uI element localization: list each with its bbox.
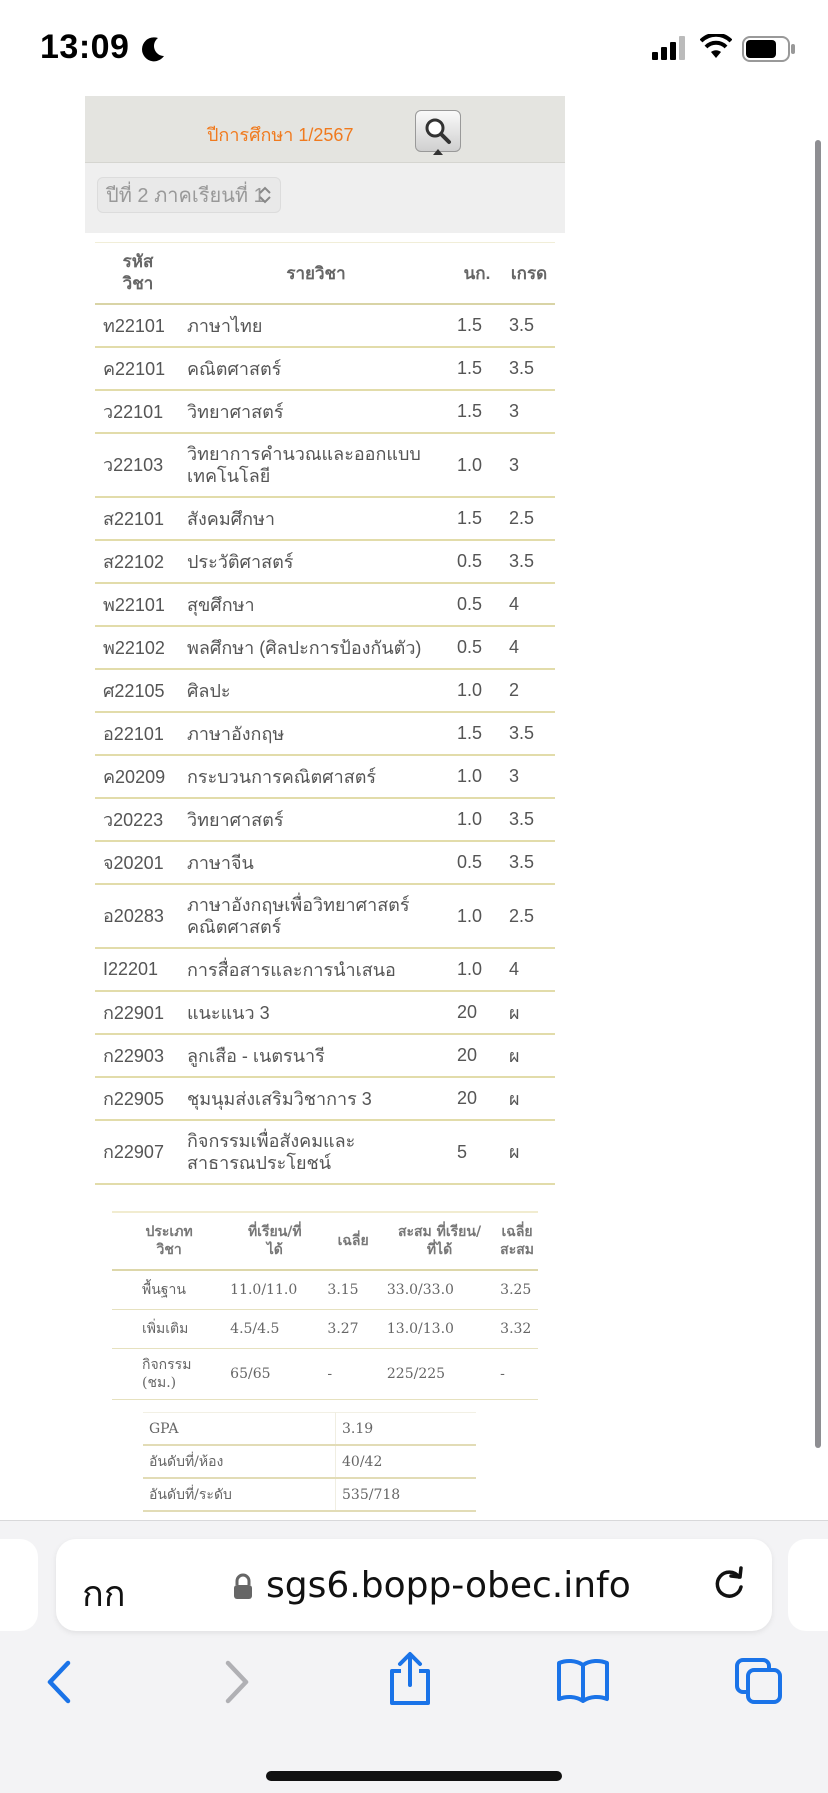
grade-row <box>95 626 555 669</box>
grade-row <box>95 1034 555 1077</box>
credits: 20 <box>451 1077 503 1120</box>
subject-code: ส22102 <box>95 540 181 583</box>
subject-name: วิทยาศาสตร์ <box>181 798 451 841</box>
status-time: 13:09 <box>40 28 130 66</box>
grade-row <box>95 540 555 583</box>
grades-header-row <box>95 243 555 305</box>
summary-cell: 33.0/33.0 <box>383 1270 496 1310</box>
grade: 3.5 <box>503 304 555 347</box>
credits: 0.5 <box>451 841 503 884</box>
summary-cell: 65/65 <box>226 1349 323 1400</box>
summary-table <box>112 1211 538 1400</box>
grades-table <box>95 242 555 1185</box>
credits: 1.5 <box>451 347 503 390</box>
col-taken: ที่เรียน/ที่ ได้ <box>226 1212 323 1270</box>
gpa-row <box>143 1478 476 1511</box>
grade: 3.5 <box>503 347 555 390</box>
grade: ผ <box>503 1034 555 1077</box>
subject-name: ภาษาจีน <box>181 841 451 884</box>
gpa-row <box>143 1445 476 1478</box>
grade-row <box>95 669 555 712</box>
grade: 3.5 <box>503 712 555 755</box>
grade: 3.5 <box>503 841 555 884</box>
term-select[interactable] <box>97 177 281 213</box>
summary-row <box>112 1349 538 1400</box>
grade: 2 <box>503 669 555 712</box>
subject-name: ลูกเสือ - เนตรนารี <box>181 1034 451 1077</box>
summary-cell: 13.0/13.0 <box>383 1310 496 1349</box>
summary-header-row <box>112 1212 538 1270</box>
grade-row <box>95 347 555 390</box>
back-icon[interactable] <box>40 1657 80 1707</box>
gpa-value: 535/718 <box>336 1478 477 1511</box>
summary-cell: 3.32 <box>496 1310 538 1349</box>
grade: 3 <box>503 755 555 798</box>
subject-name: ภาษาอังกฤษเพื่อวิทยาศาสตร์คณิตศาสตร์ <box>181 884 451 948</box>
credits: 1.5 <box>451 304 503 347</box>
url-text[interactable]: sgs6.bopp-obec.info <box>266 1565 631 1606</box>
summary-cell: - <box>323 1349 382 1400</box>
summary-row <box>112 1270 538 1310</box>
term-select-value: ปีที่ 2 ภาคเรียนที่ 1 <box>106 185 265 207</box>
home-indicator <box>266 1771 562 1781</box>
col-average: เฉลี่ย <box>323 1212 382 1270</box>
grade-row <box>95 390 555 433</box>
page-settings-button[interactable]: กก <box>82 1574 126 1615</box>
credits: 5 <box>451 1120 503 1184</box>
credits: 1.5 <box>451 497 503 540</box>
grade: 2.5 <box>503 497 555 540</box>
summary-cell: 4.5/4.5 <box>226 1310 323 1349</box>
tabs-icon[interactable] <box>734 1657 784 1705</box>
grade: 4 <box>503 583 555 626</box>
grade-row <box>95 497 555 540</box>
grade-row <box>95 884 555 948</box>
subject-name: ชุมนุมส่งเสริมวิชาการ 3 <box>181 1077 451 1120</box>
gpa-table <box>143 1412 476 1512</box>
academic-year-label: ปีการศึกษา 1/2567 <box>207 125 354 145</box>
col-subject-name: รายวิชา <box>181 243 451 305</box>
credits: 0.5 <box>451 583 503 626</box>
search-icon <box>424 117 452 145</box>
col-credits: นก. <box>451 243 503 305</box>
credits: 1.0 <box>451 948 503 991</box>
col-grade: เกรด <box>503 243 555 305</box>
summary-cell: 3.15 <box>323 1270 382 1310</box>
credits: 1.5 <box>451 712 503 755</box>
credits: 20 <box>451 991 503 1034</box>
credits: 1.0 <box>451 798 503 841</box>
grade: ผ <box>503 991 555 1034</box>
gpa-label: อันดับที่/ระดับ <box>143 1478 336 1511</box>
credits: 20 <box>451 1034 503 1077</box>
summary-cell: เพิ่มเติม <box>112 1310 226 1349</box>
credits: 1.0 <box>451 433 503 497</box>
grade: 3 <box>503 390 555 433</box>
subject-code: ก22905 <box>95 1077 181 1120</box>
subject-code: ค22101 <box>95 347 181 390</box>
col-cumulative-taken: สะสม ที่เรียน/ ที่ได้ <box>383 1212 496 1270</box>
share-icon[interactable] <box>386 1651 434 1707</box>
signal-icon <box>652 36 688 60</box>
subject-name: ภาษาอังกฤษ <box>181 712 451 755</box>
search-button[interactable] <box>415 110 461 152</box>
summary-cell: 3.27 <box>323 1310 382 1349</box>
chevron-updown-icon <box>258 185 272 205</box>
credits: 1.5 <box>451 390 503 433</box>
gpa-label: อันดับที่/ห้อง <box>143 1445 336 1478</box>
next-tab-preview[interactable] <box>788 1539 828 1631</box>
grade-row <box>95 948 555 991</box>
subject-name: ภาษาไทย <box>181 304 451 347</box>
subject-code: อ22101 <box>95 712 181 755</box>
summary-cell: 225/225 <box>383 1349 496 1400</box>
subject-name: คณิตศาสตร์ <box>181 347 451 390</box>
subject-code: ก22901 <box>95 991 181 1034</box>
subject-code: ว22103 <box>95 433 181 497</box>
grade-row <box>95 433 555 497</box>
address-bar[interactable] <box>56 1539 772 1631</box>
summary-cell: กิจกรรม (ชม.) <box>112 1349 226 1400</box>
grade-row <box>95 798 555 841</box>
battery-icon <box>742 36 796 62</box>
grade-row <box>95 712 555 755</box>
credits: 0.5 <box>451 540 503 583</box>
grade-row <box>95 991 555 1034</box>
grade-row <box>95 1120 555 1184</box>
grade: 3.5 <box>503 798 555 841</box>
subject-code: ส22101 <box>95 497 181 540</box>
summary-cell: พื้นฐาน <box>112 1270 226 1310</box>
grade: ผ <box>503 1077 555 1120</box>
grade-row <box>95 583 555 626</box>
forward-icon[interactable] <box>216 1657 256 1707</box>
grade-row <box>95 1077 555 1120</box>
gpa-value: 40/42 <box>336 1445 477 1478</box>
subject-name: ศิลปะ <box>181 669 451 712</box>
grade-row <box>95 755 555 798</box>
subject-name: กิจกรรมเพื่อสังคมและสาธารณประโยชน์ <box>181 1120 451 1184</box>
credits: 1.0 <box>451 755 503 798</box>
grade: 3.5 <box>503 540 555 583</box>
subject-code: พ22102 <box>95 626 181 669</box>
subject-code: พ22101 <box>95 583 181 626</box>
web-content <box>85 96 565 233</box>
grade-row <box>95 304 555 347</box>
subject-code: จ20201 <box>95 841 181 884</box>
subject-code: ศ22105 <box>95 669 181 712</box>
subject-code: ว22101 <box>95 390 181 433</box>
subject-code: ก22907 <box>95 1120 181 1184</box>
credits: 1.0 <box>451 669 503 712</box>
subject-name: กระบวนการคณิตศาสตร์ <box>181 755 451 798</box>
subject-code: อ20283 <box>95 884 181 948</box>
status-bar <box>0 0 828 96</box>
gpa-value: 3.19 <box>336 1413 477 1446</box>
summary-cell: 11.0/11.0 <box>226 1270 323 1310</box>
subject-name: ประวัติศาสตร์ <box>181 540 451 583</box>
grade-row <box>95 841 555 884</box>
col-type: ประเภท วิชา <box>112 1212 226 1270</box>
subject-code: ก22903 <box>95 1034 181 1077</box>
wifi-icon <box>700 34 732 60</box>
gpa-row <box>143 1413 476 1446</box>
credits: 1.0 <box>451 884 503 948</box>
subject-name: วิทยาศาสตร์ <box>181 390 451 433</box>
subject-name: พลศึกษา (ศิลปะการป้องกันตัว) <box>181 626 451 669</box>
grade: 4 <box>503 948 555 991</box>
summary-row <box>112 1310 538 1349</box>
col-subject-code: รหัส วิชา <box>95 243 181 305</box>
summary-cell: 3.25 <box>496 1270 538 1310</box>
subject-name: วิทยาการคำนวณและออกแบบเทคโนโลยี <box>181 433 451 497</box>
scrollbar[interactable] <box>815 140 821 1448</box>
credits: 0.5 <box>451 626 503 669</box>
subject-name: สุขศึกษา <box>181 583 451 626</box>
gpa-label: GPA <box>143 1413 336 1446</box>
subject-name: สังคมศึกษา <box>181 497 451 540</box>
previous-tab-preview[interactable] <box>0 1539 38 1631</box>
subject-code: ท22101 <box>95 304 181 347</box>
subject-code: ว20223 <box>95 798 181 841</box>
moon-icon <box>138 34 168 64</box>
grade: 4 <box>503 626 555 669</box>
lock-icon <box>232 1573 254 1601</box>
subject-name: การสื่อสารและการนำเสนอ <box>181 948 451 991</box>
subject-code: I22201 <box>95 948 181 991</box>
grade: ผ <box>503 1120 555 1184</box>
subject-name: แนะแนว 3 <box>181 991 451 1034</box>
summary-cell: - <box>496 1349 538 1400</box>
year-header <box>85 96 565 163</box>
search-pointer <box>433 149 443 155</box>
subject-code: ค20209 <box>95 755 181 798</box>
bookmarks-icon[interactable] <box>556 1657 610 1703</box>
reload-icon[interactable] <box>710 1565 748 1603</box>
grade: 3 <box>503 433 555 497</box>
browser-toolbar <box>0 1520 828 1793</box>
term-select-area <box>85 163 565 233</box>
col-cumulative-average: เฉลี่ย สะสม <box>496 1212 538 1270</box>
grade: 2.5 <box>503 884 555 948</box>
